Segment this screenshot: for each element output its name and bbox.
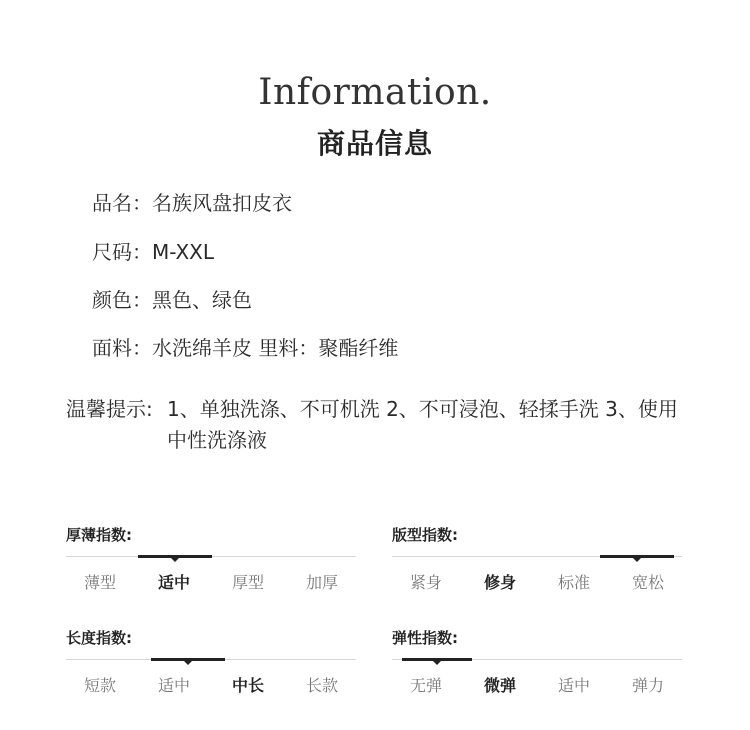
- scale-option: 短款: [83, 676, 116, 695]
- marker-pointer-icon: [183, 660, 193, 665]
- info-row-material: [92, 332, 398, 361]
- info-colon: ：: [132, 288, 152, 312]
- scale-label: 厚薄指数:: [66, 526, 132, 544]
- info-colon: ：: [132, 336, 152, 360]
- info-row-color: [92, 284, 252, 313]
- scale-option: 适中: [557, 676, 590, 695]
- scale-option: 弹力: [631, 676, 664, 695]
- fit-index-scale: [392, 524, 684, 594]
- scale-option-selected: 微弹: [483, 676, 516, 695]
- care-tip-text: 1、单独洗涤、不可机洗 2、不可浸泡、轻揉手洗 3、使用中性洗涤液: [167, 397, 678, 452]
- marker-pointer-icon: [632, 557, 642, 562]
- page-title-chinese: 商品信息: [316, 127, 433, 160]
- scale-option: 薄型: [83, 573, 116, 592]
- info-value: 黑色、绿色: [152, 288, 252, 312]
- scale-option: 适中: [157, 676, 190, 695]
- scale-option: 无弹: [409, 676, 442, 695]
- info-label: 尺码: [92, 240, 132, 264]
- scale-label: 版型指数:: [392, 526, 458, 544]
- scale-option-selected: 适中: [157, 573, 190, 592]
- scale-option-selected: 修身: [483, 573, 516, 592]
- page-title-english: Information.: [258, 72, 492, 113]
- marker-pointer-icon: [170, 557, 180, 562]
- info-row-size: [92, 236, 214, 265]
- info-colon: ：: [132, 191, 152, 215]
- scale-option: 宽松: [631, 573, 664, 592]
- scale-label: 弹性指数:: [392, 629, 458, 647]
- info-label: 颜色: [92, 288, 132, 312]
- info-colon: ：: [132, 240, 152, 264]
- info-value: 水洗绵羊皮 里料：聚酯纤维: [152, 336, 399, 360]
- info-value: M-XXL: [152, 240, 215, 264]
- scale-option-selected: 中长: [231, 676, 264, 695]
- scale-selected-marker: [151, 658, 225, 661]
- scale-option: 加厚: [305, 573, 338, 592]
- scale-option: 紧身: [409, 573, 442, 592]
- scale-selected-marker: [138, 555, 212, 558]
- elasticity-index-scale: [392, 627, 684, 697]
- scale-selected-marker: [600, 555, 674, 558]
- care-tip-label: 温馨提示:: [66, 397, 153, 421]
- scale-option: 长款: [305, 676, 338, 695]
- scale-option: 标准: [557, 573, 590, 592]
- thickness-index-scale: [66, 524, 358, 594]
- info-label: 面料: [92, 336, 132, 360]
- scale-selected-marker: [402, 658, 472, 661]
- marker-pointer-icon: [432, 660, 442, 665]
- info-row-product-name: [92, 187, 292, 216]
- info-value: 名族风盘扣皮衣: [152, 191, 292, 215]
- scale-option: 厚型: [231, 573, 264, 592]
- scale-label: 长度指数:: [66, 629, 132, 647]
- length-index-scale: [66, 627, 358, 697]
- info-label: 品名: [92, 191, 132, 215]
